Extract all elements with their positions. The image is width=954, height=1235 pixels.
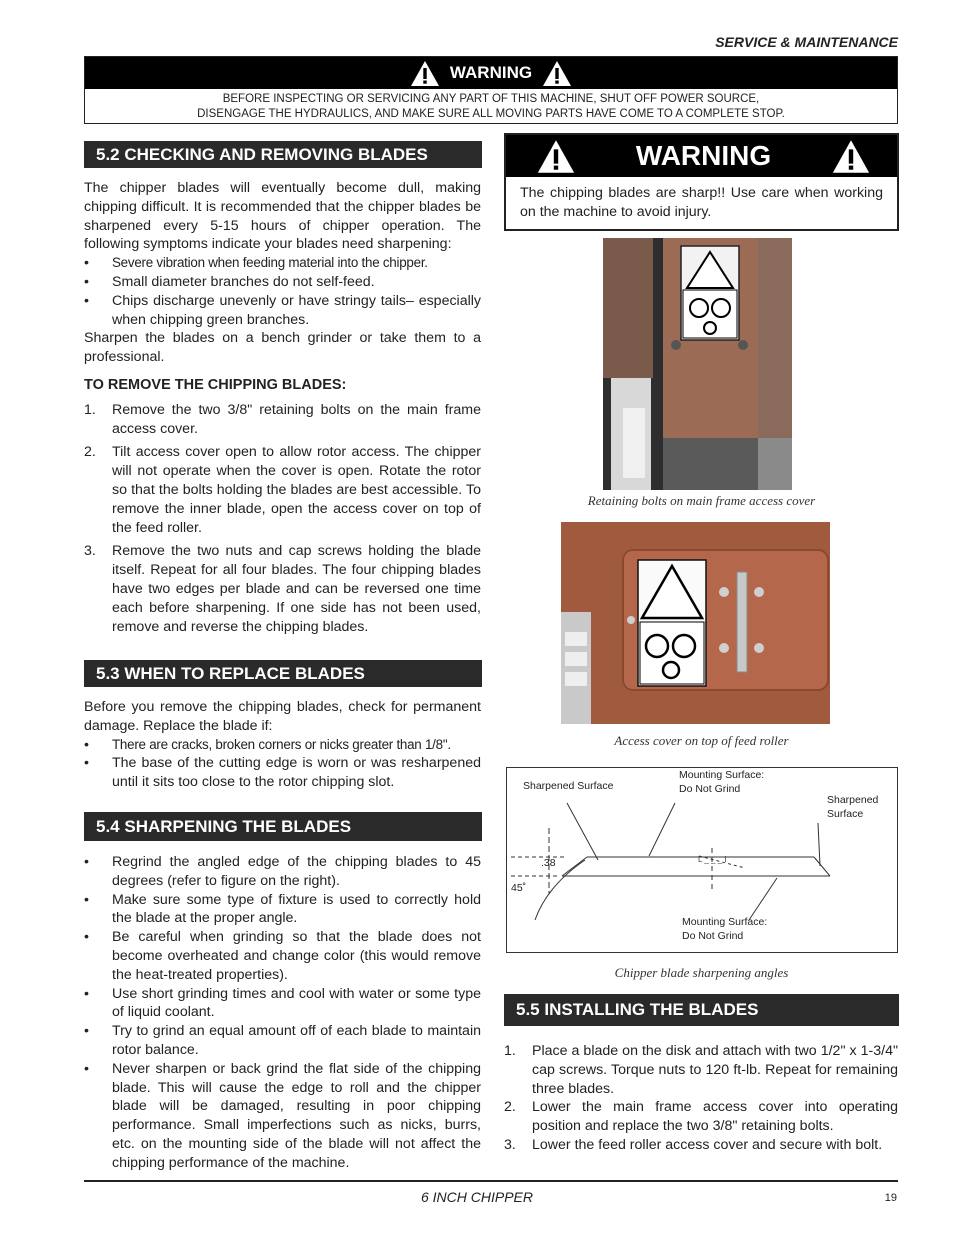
- list-item: 2. Tilt access cover open to allow rotor access. The chipper will not operate when the cover is open. Rotate the rotor so that the bolts holding the blades are best accessible. To remove the inner blade, open the access cover on top of the feed roller.: [84, 444, 481, 536]
- symptom-list: [84, 254, 481, 329]
- list-item: • Use short grinding times and cool with water or some type of liquid coolant.: [84, 985, 481, 1023]
- list-item: 3. Remove the two nuts and cap screws holding the blade itself. Repeat for all four blades. The four chipping blades have two edges per blade and can be reversed one time each before sharpening. If one side has not been used, remove and reverse the chipping blades.: [84, 543, 481, 635]
- list-item: 2. Lower the main frame access cover into operating position and replace the two 3/8" retaining bolts.: [504, 1099, 898, 1135]
- remove-blades-subheading: TO REMOVE THE CHIPPING BLADES:: [84, 376, 347, 393]
- list-item: 1. Place a blade on the disk and attach with two 1/2" x 1-3/4" cap screws. Torque nuts to 120 ft-lb. Repeat for remaining three blades.: [504, 1043, 898, 1097]
- photo-2-caption: Access cover on top of feed roller: [614, 733, 789, 748]
- section-5-5-body: [504, 1042, 898, 1155]
- section-5-4-body: [84, 853, 481, 1173]
- list-item: • Severe vibration when feeding material into the chipper.: [84, 254, 481, 273]
- section-5-3-heading: 5.3 WHEN TO REPLACE BLADES: [84, 660, 482, 687]
- dimension-thickness: .38: [541, 857, 556, 869]
- list-item: • Make sure some type of fixture is used to correctly hold the blade at the proper angle.: [84, 891, 481, 929]
- section-5-5-heading: 5.5 INSTALLING THE BLADES: [504, 994, 899, 1026]
- page-number: 19: [884, 1192, 897, 1204]
- section-5-3-body: [84, 698, 481, 792]
- blade-sharpening-diagram: [506, 767, 898, 953]
- svg-text:L _ _ _ I: L _ _ _ I: [698, 855, 727, 864]
- list-item: 3. Lower the feed roller access cover and secure with bolt.: [504, 1136, 883, 1153]
- warning-triangle-icon: [542, 60, 572, 87]
- sharpening-list: [84, 853, 481, 1173]
- list-item: 1. Remove the two 3/8" retaining bolts on the main frame access cover.: [84, 401, 481, 437]
- photo-1-caption: Retaining bolts on main frame access cover: [587, 493, 816, 508]
- blade-warning-text: The chipping blades are sharp!! Use care when working on the machine to avoid injury.: [520, 185, 883, 220]
- top-warning-heading: WARNING: [449, 63, 533, 82]
- section-5-2-intro: The chipper blades will eventually become dull, making chipping difficult. It is recommended that the chipper blades be sharpened every 5-15 hours of chipper operation. The following symptoms indicate your blades need sharpening:: [84, 180, 481, 253]
- list-item: • There are cracks, broken corners or nicks greater than 1/8".: [84, 736, 481, 755]
- warning-triangle-icon: [831, 139, 871, 174]
- list-item: • Never sharpen or back grind the flat side of the chipping blade. This will cause the edge to roll and the chipper blade will be damaged, resulting in poor chipping performance. Small imperfections such as nicks, burrs, etc. on the mounting side of the blade will not affect the chipping performance of the machine.: [84, 1060, 481, 1173]
- blade-warning-bar: [506, 135, 897, 177]
- label-mounting-surface-bottom: Mounting Surface: Do Not Grind: [682, 916, 768, 942]
- install-steps-list: [504, 1042, 898, 1155]
- section-5-2-body: [84, 179, 481, 636]
- list-item: • Chips discharge unevenly or have stringy tails– especially when chipping green branches.: [84, 292, 481, 330]
- diagram-caption: Chipper blade sharpening angles: [614, 965, 789, 980]
- top-warning-line-2: DISENGAGE THE HYDRAULICS, AND MAKE SURE ALL MOVING PARTS HAVE COME TO A COMPLETE STOP.: [197, 108, 785, 120]
- top-warning-bar: [85, 57, 897, 89]
- list-item: • The base of the cutting edge is worn or was resharpened until it sits too close to the rotor chipping slot.: [84, 754, 481, 792]
- section-5-2-heading: 5.2 CHECKING AND REMOVING BLADES: [84, 141, 482, 168]
- replace-criteria-list: [84, 736, 481, 792]
- feed-roller-cover-photo: [561, 522, 830, 724]
- label-sharpened-surface-left: Sharpened Surface: [523, 780, 614, 792]
- top-warning-box: [84, 56, 898, 124]
- section-5-2-outro: Sharpen the blades on a bench grinder or take them to a professional.: [84, 330, 481, 366]
- warning-triangle-icon: [410, 60, 440, 87]
- label-sharpened-surface-right: Sharpened Surface: [827, 794, 879, 820]
- blade-warning-heading: WARNING: [635, 140, 772, 171]
- warning-triangle-icon: [536, 139, 576, 174]
- dimension-angle: 45˚: [511, 882, 527, 894]
- list-item: • Regrind the angled edge of the chipping blades to 45 degrees (refer to figure on the right).: [84, 853, 481, 891]
- top-warning-line-1: BEFORE INSPECTING OR SERVICING ANY PART OF THIS MACHINE, SHUT OFF POWER SOURCE,: [222, 93, 760, 105]
- section-5-3-intro: Before you remove the chipping blades, check for permanent damage. Replace the blade if:: [84, 699, 481, 734]
- blade-warning-box: [504, 133, 899, 231]
- main-frame-cover-photo: [603, 238, 792, 490]
- list-item: • Try to grind an equal amount off of each blade to maintain rotor balance.: [84, 1022, 481, 1060]
- running-header: SERVICE & MAINTENANCE: [715, 34, 898, 50]
- footer-title: 6 INCH CHIPPER: [420, 1189, 534, 1205]
- label-mounting-surface-top: Mounting Surface: Do Not Grind: [679, 769, 765, 795]
- remove-steps-list: [84, 401, 481, 637]
- section-5-4-heading: 5.4 SHARPENING THE BLADES: [84, 812, 482, 841]
- list-item: • Small diameter branches do not self-feed.: [84, 273, 481, 292]
- list-item: • Be careful when grinding so that the blade does not become overheated and change color (this would remove the heat-treated properties).: [84, 928, 481, 984]
- footer-rule: [84, 1180, 898, 1182]
